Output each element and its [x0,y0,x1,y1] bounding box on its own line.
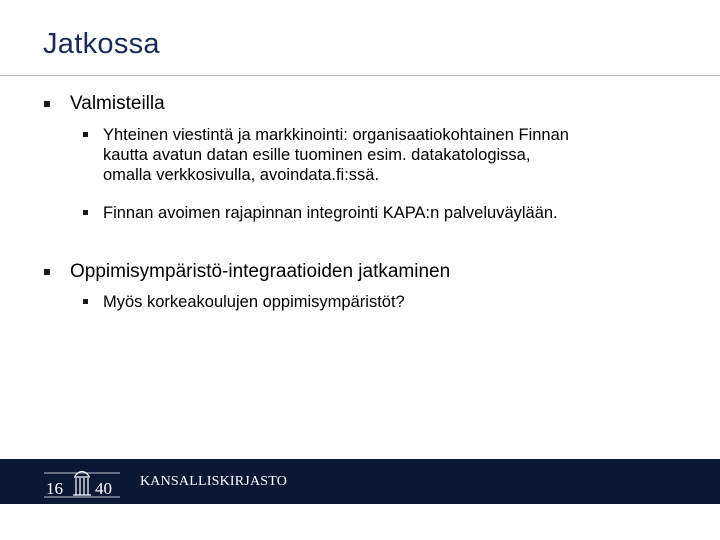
square-bullet-icon [83,132,88,137]
logo-year-left: 16 [46,479,63,498]
square-bullet-icon [83,210,88,215]
brand-name: KANSALLISKIRJASTO [140,474,288,489]
square-bullet-icon [44,269,50,275]
bullet-oppimisymparisto [44,261,450,283]
sub-bullet-viestinta [83,125,683,185]
sub-bullet-text: Yhteinen viestintä ja markkinointi: organisaatiokohtainen Finnan kautta avatun datan esille tuominen esim. datakatologissa, omalla verkkosivulla, avoindata.fi:ssä. [103,126,569,184]
bullet-text: Oppimisympäristö-integraatioiden jatkaminen [70,261,451,282]
bullet-text: Valmisteilla [70,93,165,114]
national-library-logo-icon [42,464,122,500]
title-divider [0,75,720,76]
square-bullet-icon [44,101,50,107]
slide-title: Jatkossa [43,28,160,60]
sub-bullet-rajapinta [83,203,683,223]
sub-bullet-text: Myös korkeakoulujen oppimisympäristöt? [103,293,405,311]
sub-bullet-text: Finnan avoimen rajapinnan integrointi KAPA:n palveluväylään. [103,204,558,222]
footer-bar [0,459,720,504]
bullet-valmisteilla [44,93,165,115]
sub-bullet-korkeakoulut [83,292,683,312]
logo-year-right: 40 [95,479,112,498]
square-bullet-icon [83,299,88,304]
